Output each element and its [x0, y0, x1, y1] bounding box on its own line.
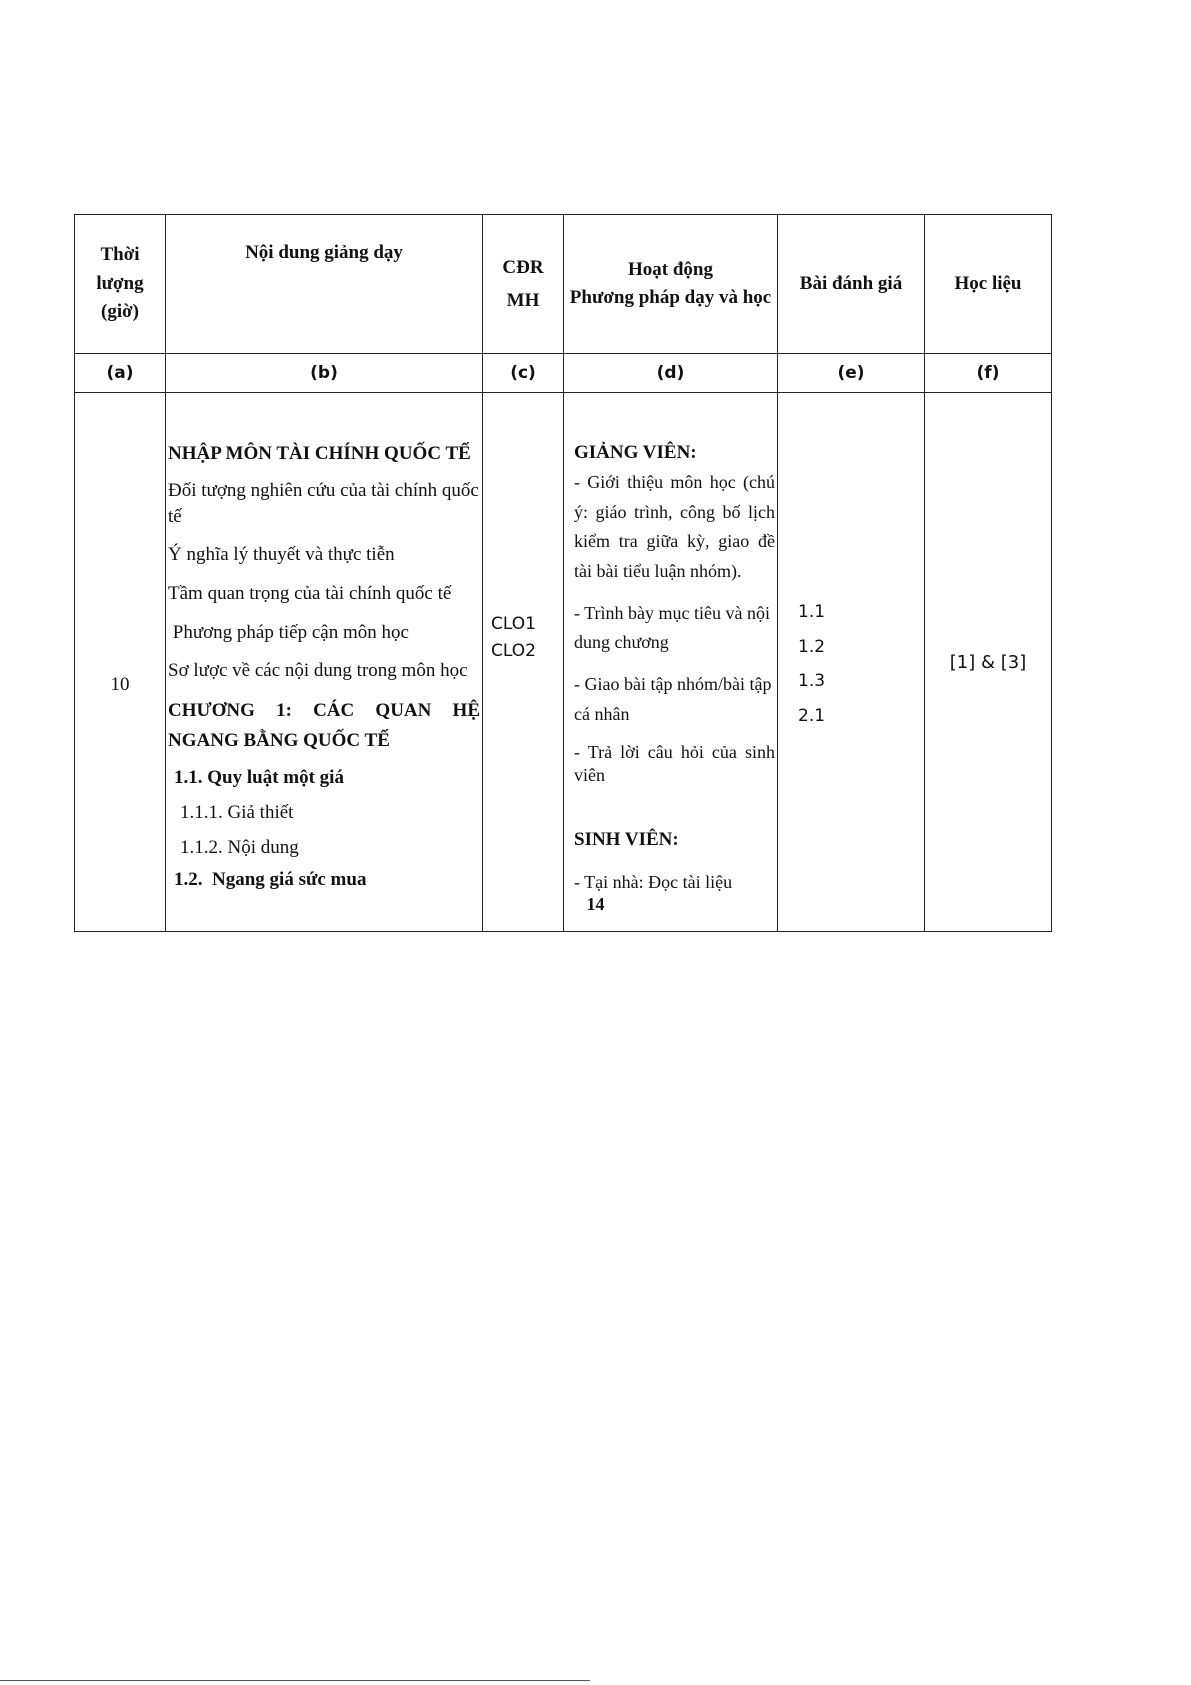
resources-cell: [1] & [3] [925, 393, 1052, 932]
letter-b: (b) [166, 354, 483, 393]
table-row [75, 393, 1052, 932]
assessment-item: 2.1 [798, 705, 826, 726]
content-line: Tầm quan trọng của tài chính quốc tế [168, 583, 452, 605]
footer-divider [0, 1680, 590, 1681]
student-heading: SINH VIÊN: [574, 829, 679, 851]
content-line: Đối tượng nghiên cứu của tài chính quốc tế [168, 480, 479, 527]
assessment-item: 1.2 [798, 636, 826, 657]
content-line: Phương pháp tiếp cận môn học [168, 621, 409, 643]
header-content: Nội dung giảng dạy [166, 215, 483, 354]
letter-d: (d) [564, 354, 778, 393]
activity-cell [564, 393, 778, 932]
lecturer-item: - Trả lời câu hỏi của sinh viên [574, 742, 775, 785]
column-letter-row [75, 354, 1052, 393]
header-row [75, 215, 1052, 354]
clo-item: CLO1 [491, 614, 536, 634]
assessment-item: 1.1 [798, 602, 826, 622]
header-activity-line2: Phương pháp dạy và học [569, 287, 772, 308]
section-heading: 1.2. Ngang giá sức mua [174, 868, 367, 890]
letter-f: (f) [925, 354, 1052, 393]
letter-e: (e) [778, 354, 925, 393]
subsection-item: 1.1.2. Nội dung [180, 836, 299, 858]
content-title: NHẬP MÔN TÀI CHÍNH QUỐC TẾ [168, 443, 471, 465]
syllabus-table [74, 214, 1052, 932]
header-activity [564, 215, 778, 354]
clo-cell [483, 393, 564, 932]
lecturer-heading: GIẢNG VIÊN: [574, 441, 697, 463]
content-line: Ý nghĩa lý thuyết và thực tiễn [168, 544, 395, 566]
chapter-heading: CHƯƠNG 1: CÁC QUAN HỆ NGANG BẰNG QUỐC TẾ [168, 700, 480, 752]
header-clo-line1: CĐR [502, 256, 544, 278]
lecturer-item: - Trình bày mục tiêu và nội dung chương [574, 602, 770, 653]
student-item: - Tại nhà: Đọc tài liệu [574, 871, 733, 892]
header-assessment: Bài đánh giá [778, 215, 925, 354]
header-resources: Học liệu [925, 215, 1052, 354]
header-duration: Thời lượng (giờ) [75, 215, 166, 354]
page-number: 14 [586, 894, 605, 914]
lecturer-intro-item: - Giới thiệu môn học (chú ý: giáo trình, công bố lịch kiểm tra giữa kỳ, giao đề tài bài tiểu luận nhóm). [574, 471, 775, 581]
header-clo [483, 215, 564, 354]
content-cell [166, 393, 483, 932]
assessment-item: 1.3 [798, 671, 826, 691]
section-heading: 1.1. Quy luật một giá [174, 766, 344, 788]
subsection-item: 1.1.1. Giả thiết [180, 801, 294, 823]
header-clo-line2: MH [506, 290, 540, 311]
lecturer-item: - Giao bài tập nhóm/bài tập cá nhân [574, 674, 772, 724]
letter-a: (a) [75, 354, 166, 393]
assessment-cell [778, 393, 925, 932]
content-line: Sơ lược về các nội dung trong môn học [168, 660, 468, 682]
clo-item: CLO2 [491, 641, 536, 662]
duration-cell: 10 [75, 393, 166, 932]
header-activity-line1: Hoạt động [628, 258, 713, 280]
letter-c: (c) [483, 354, 564, 393]
